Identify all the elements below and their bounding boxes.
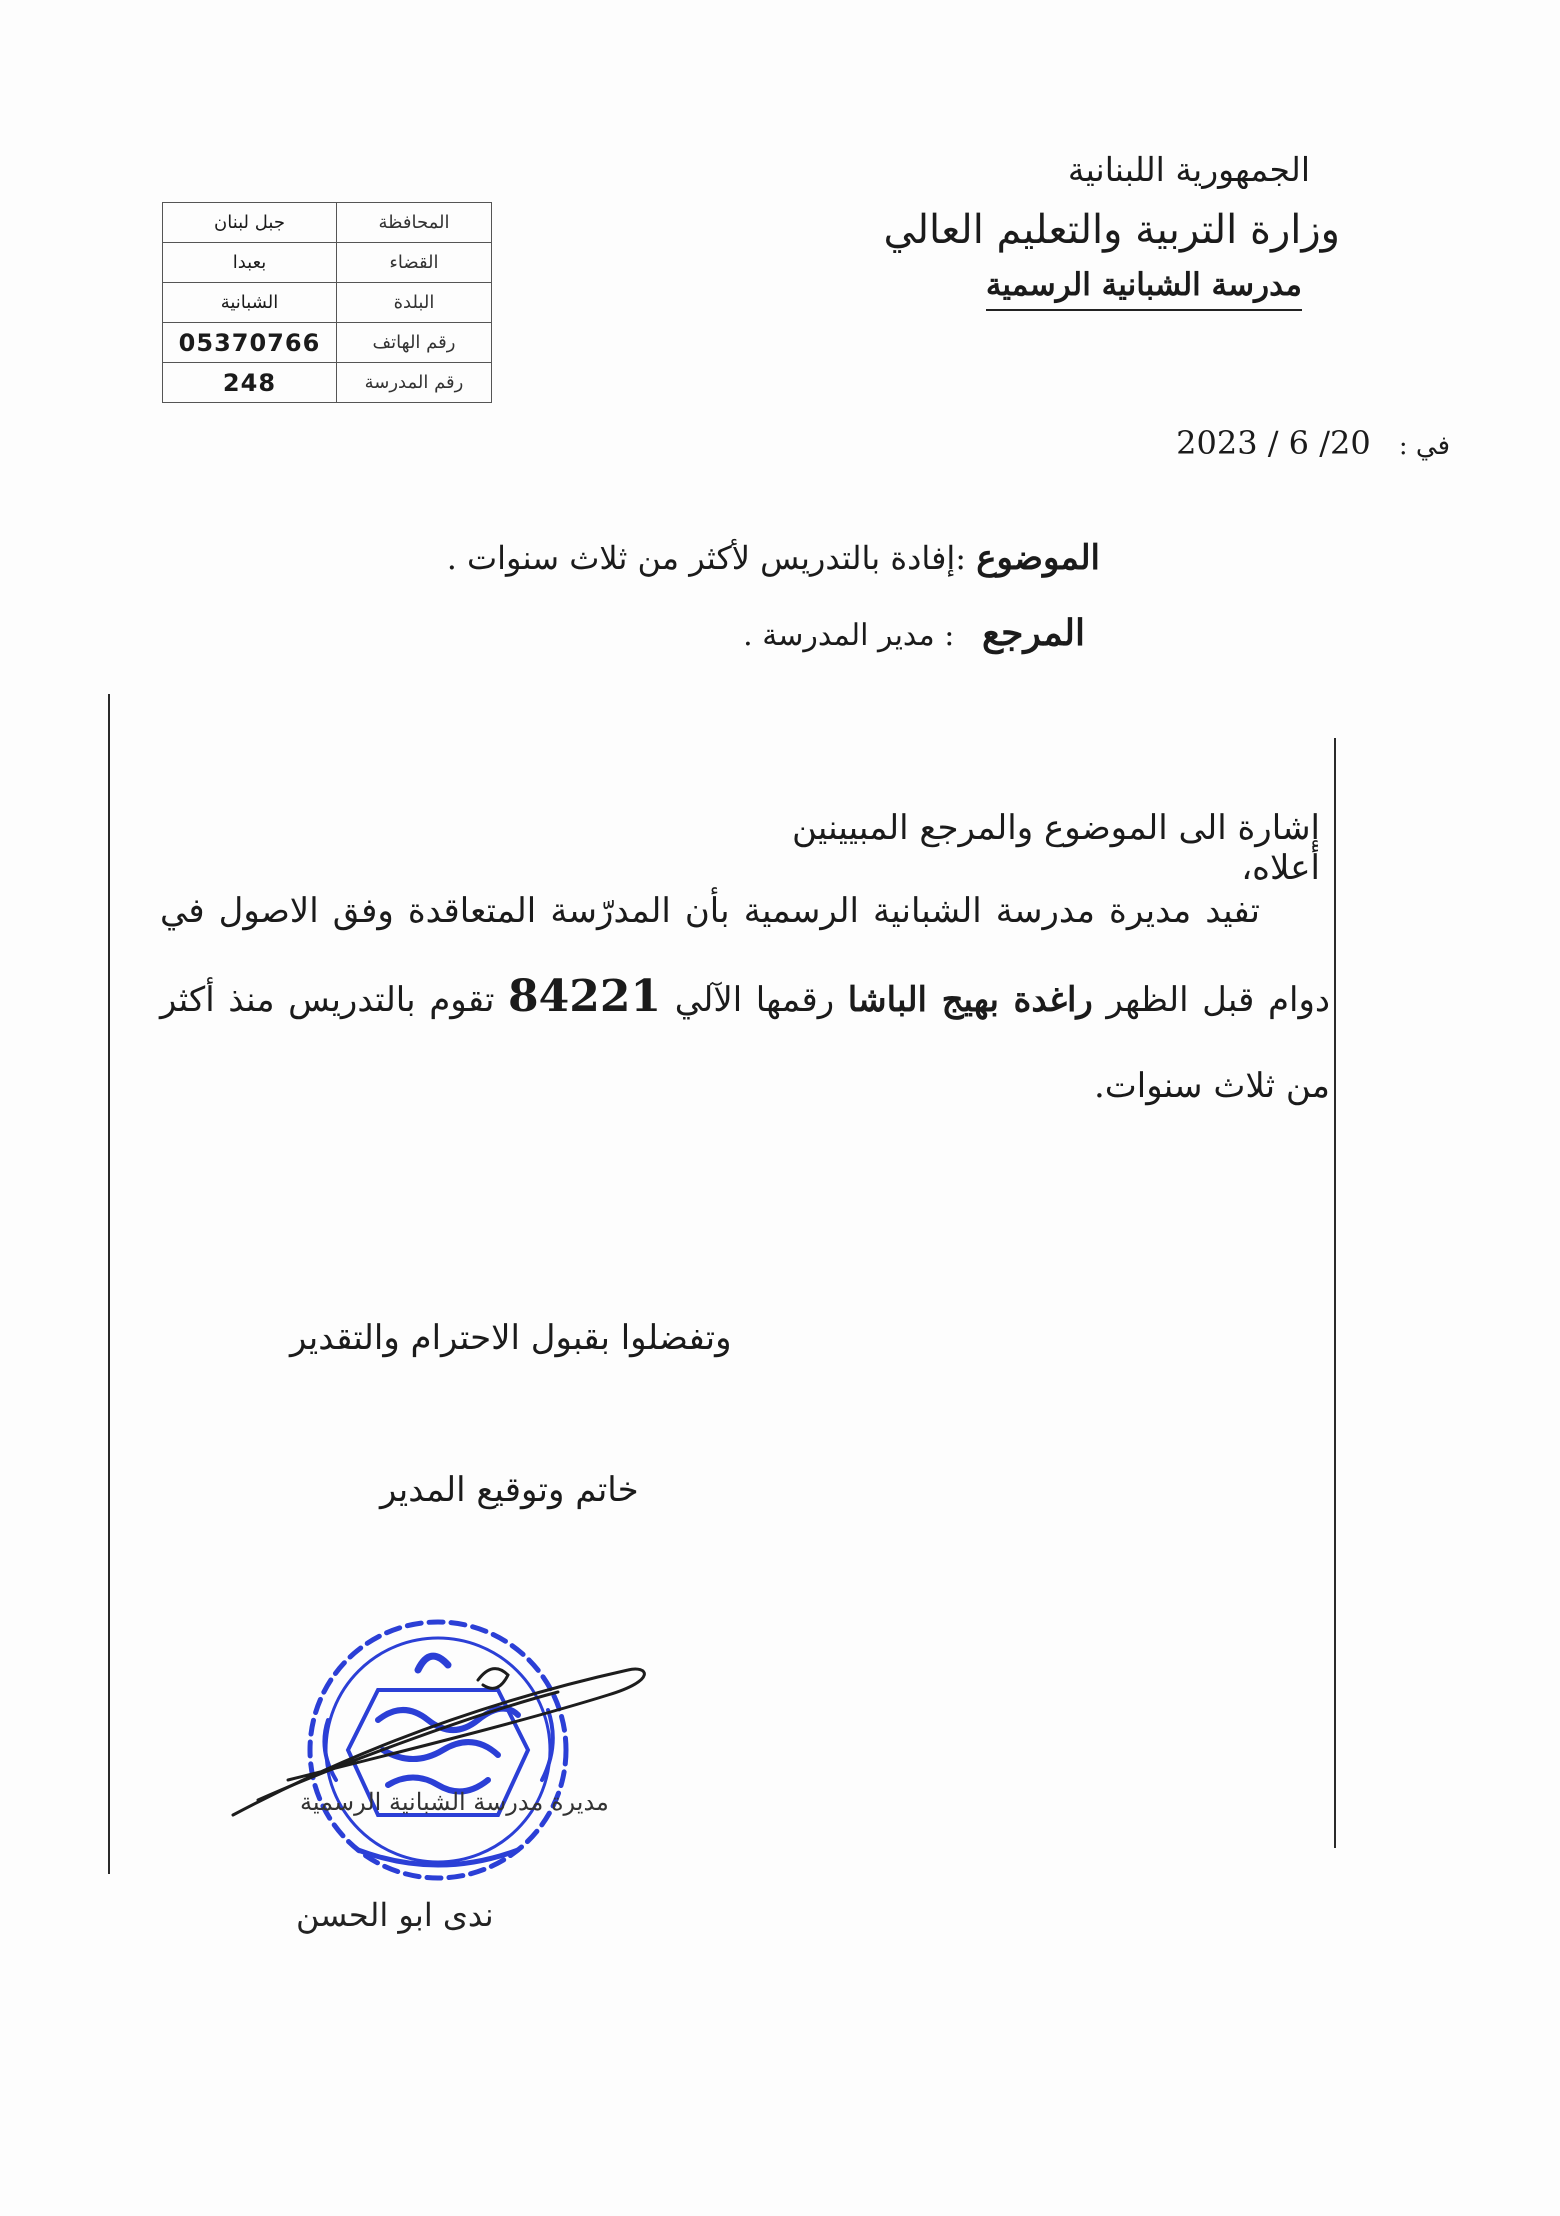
table-row bbox=[163, 283, 492, 323]
table-cell-value: جبل لبنان bbox=[163, 203, 337, 243]
table-row bbox=[163, 203, 492, 243]
date-line bbox=[1176, 424, 1450, 462]
table-row bbox=[163, 323, 492, 363]
reference-key: المرجع bbox=[981, 612, 1085, 654]
reference-line bbox=[743, 612, 1085, 654]
closing-line: وتفضلوا بقبول الاحترام والتقدير bbox=[290, 1318, 732, 1358]
table-row bbox=[163, 243, 492, 283]
table-cell-label: رقم الهاتف bbox=[336, 323, 491, 363]
table-cell-label: المحافظة bbox=[336, 203, 491, 243]
principal-name: ندى ابو الحسن bbox=[296, 1896, 494, 1934]
teacher-number: 84221 bbox=[508, 971, 662, 1022]
letterhead bbox=[820, 150, 1340, 311]
table-row bbox=[163, 363, 492, 403]
reference-text: : مدير المدرسة . bbox=[743, 618, 955, 653]
body-part-2: رقمها الآلي bbox=[661, 980, 848, 1020]
teacher-name: راغدة بهيج الباشا bbox=[847, 980, 1093, 1020]
country-name: الجمهورية اللبنانية bbox=[1067, 150, 1310, 189]
official-stamp bbox=[228, 1600, 648, 1900]
table-cell-label: رقم المدرسة bbox=[336, 363, 491, 403]
body-part-1: تفيد مديرة مدرسة الشبانية الرسمية بأن المدرّسة المتعاقدة وفق الاصول في دوام قبل الظهر bbox=[160, 891, 1331, 1020]
subject-line bbox=[447, 538, 1100, 578]
left-margin-line bbox=[108, 694, 110, 1874]
table-cell-label: البلدة bbox=[336, 283, 491, 323]
school-name: مدرسة الشبانية الرسمية bbox=[986, 267, 1302, 311]
table-cell-label: القضاء bbox=[336, 243, 491, 283]
body-part-3: تقوم بالتدريس منذ أكثر من ثلاث سنوات. bbox=[160, 980, 1330, 1106]
subject-key: الموضوع bbox=[976, 538, 1100, 578]
subject-text: :إفادة بالتدريس لأكثر من ثلاث سنوات . bbox=[446, 539, 967, 577]
table-cell-value: الشبانية bbox=[163, 283, 337, 323]
date-label: في : bbox=[1398, 431, 1450, 461]
table-cell-value: بعبدا bbox=[163, 243, 337, 283]
ministry-name: وزارة التربية والتعليم العالي bbox=[883, 207, 1340, 253]
signature-title: خاتم وتوقيع المدير bbox=[380, 1470, 639, 1510]
body-intro: إشارة الى الموضوع والمرجع المبيينين أعلاه، bbox=[791, 808, 1320, 888]
table-cell-value: 05370766 bbox=[163, 323, 337, 363]
body-paragraph bbox=[160, 868, 1330, 1129]
date-value: 2023 / 6 /20 bbox=[1176, 424, 1371, 462]
school-info-table bbox=[162, 202, 492, 403]
stamp-caption: مديرة مدرسة الشبانية الرسمية bbox=[300, 1788, 609, 1816]
right-margin-line bbox=[1334, 738, 1336, 1848]
table-cell-value: 248 bbox=[163, 363, 337, 403]
